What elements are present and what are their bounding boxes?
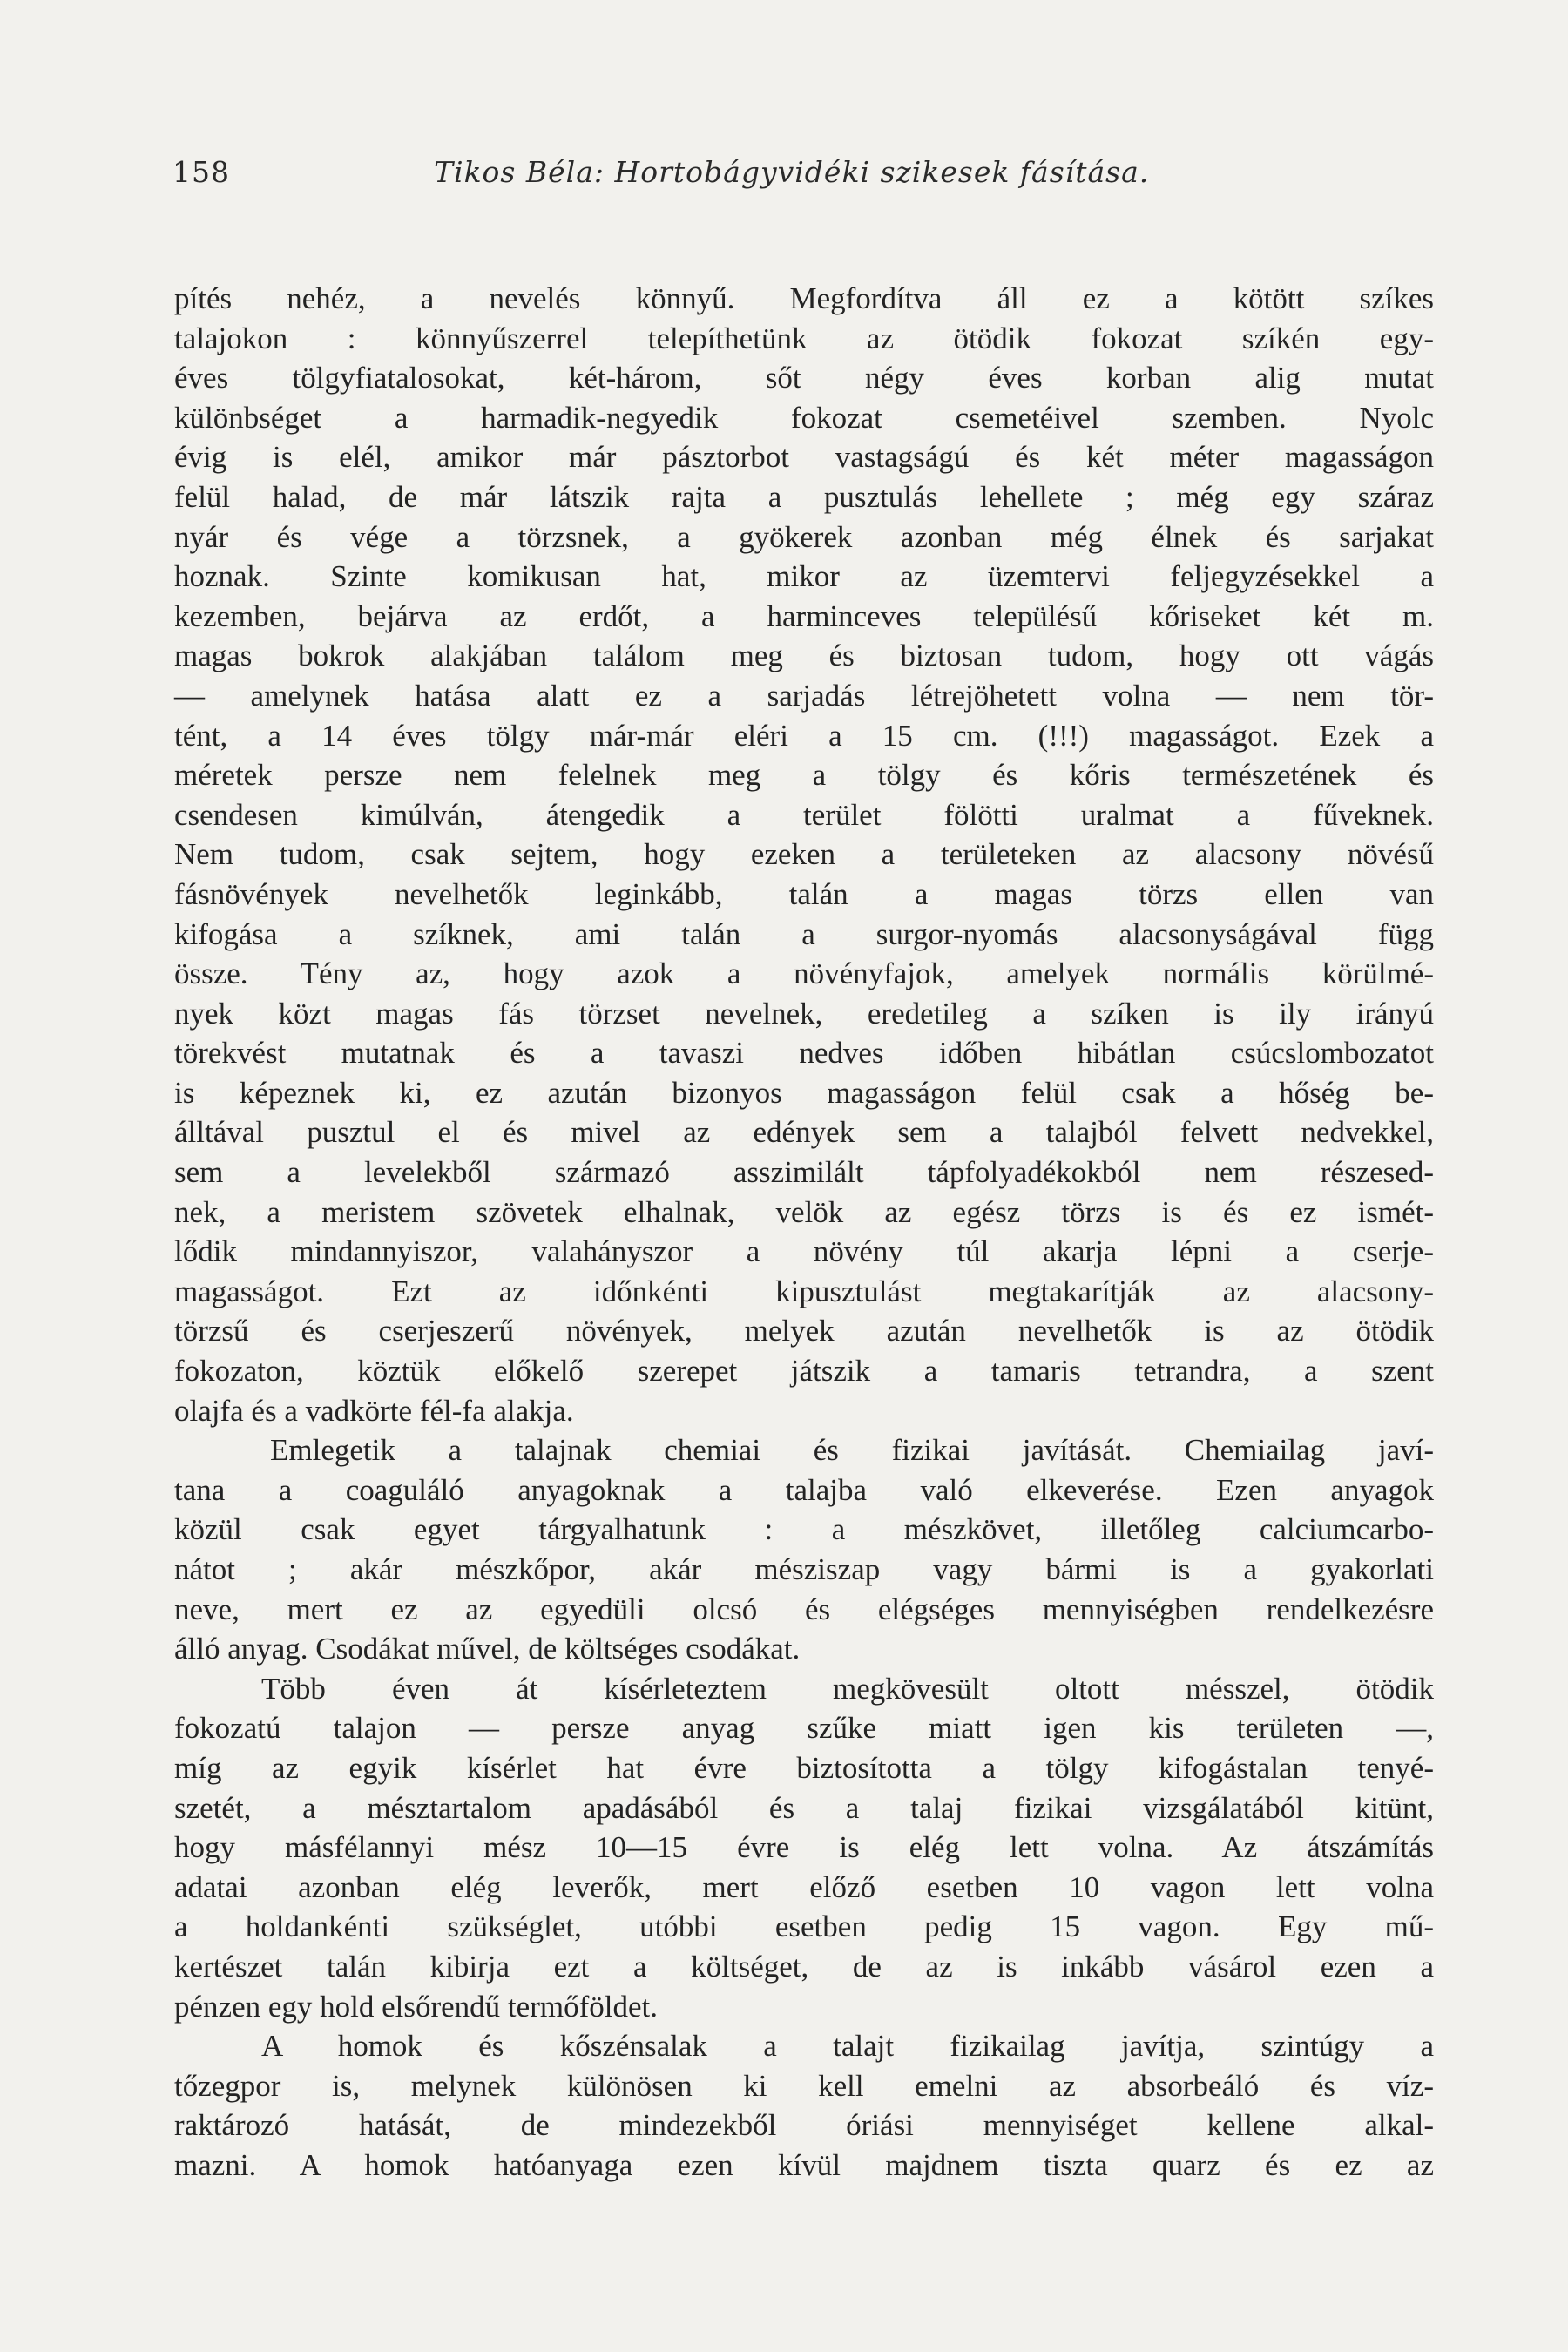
page-number: 158 <box>172 155 230 189</box>
text-line: magas bokrok alakjában találom meg és biztosan tudom, hogy ott vágás <box>174 639 1434 673</box>
text-line: nátot ; akár mészkőpor, akár mésziszap vagy bármi is a gyakorlati <box>174 1552 1434 1586</box>
text-line: Nem tudom, csak sejtem, hogy ezeken a területeken az alacsony növésű <box>174 837 1434 872</box>
running-head <box>172 155 1432 199</box>
text-line: nek, a meristem szövetek elhalnak, velök az egész törzs is és ez ismét- <box>174 1194 1434 1229</box>
text-line: méretek persze nem felelnek meg a tölgy és kőris természetének és <box>174 758 1434 793</box>
text-line: Emlegetik a talajnak chemiai és fizikai javítását. Chemiailag javí- <box>270 1433 1434 1468</box>
text-line: talajokon : könnyűszerrel telepíthetünk az ötödik fokozat szíkén egy- <box>174 321 1434 355</box>
text-line: felül halad, de már látszik rajta a pusztulás lehellete ; még egy száraz <box>174 479 1434 514</box>
text-line: különbséget a harmadik-negyedik fokozat csemetéivel szemben. Nyolc <box>174 400 1434 435</box>
text-line: adatai azonban elég leverők, mert előző esetben 10 vagon lett volna <box>174 1869 1434 1904</box>
text-line: olajfa és a vadkörte fél-fa alakja. <box>174 1393 574 1428</box>
text-line: nyár és vége a törzsnek, a gyökerek azonban még élnek és sarjakat <box>174 519 1434 554</box>
text-line: törekvést mutatnak és a tavaszi nedves időben hibátlan csúcslombozatot <box>174 1036 1434 1071</box>
text-line: hogy másfélannyi mész 10—15 évre is elég lett volna. Az átszámítás <box>174 1830 1434 1865</box>
text-line: össze. Tény az, hogy azok a növényfajok, amelyek normális körülmé- <box>174 956 1434 991</box>
text-line: törzsű és cserjeszerű növények, melyek azután nevelhetők is az ötödik <box>174 1314 1434 1348</box>
text-line: A homok és kőszénsalak a talajt fizikailag javítja, szintúgy a <box>261 2029 1434 2064</box>
text-line: tént, a 14 éves tölgy már-már eléri a 15 cm. (!!!) magasságot. Ezek a <box>174 718 1434 753</box>
text-line: raktározó hatását, de mindezekből óriási mennyiséget kellene alkal- <box>174 2108 1434 2143</box>
text-line: kifogása a szíknek, ami talán a surgor-nyomás alacsonyságával függ <box>174 916 1434 951</box>
text-line: álltával pusztul el és mivel az edények sem a talajból felvett nedvekkel, <box>174 1115 1434 1150</box>
text-line: sem a levelekből származó asszimilált tápfolyadékokból nem részesed- <box>174 1155 1434 1190</box>
text-line: hoznak. Szinte komikusan hat, mikor az üzemtervi feljegyzésekkel a <box>174 559 1434 594</box>
text-line: míg az egyik kísérlet hat évre biztosította a tölgy kifogástalan tenyé- <box>174 1750 1434 1785</box>
text-line: neve, mert ez az egyedüli olcsó és elégséges mennyiségben rendelkezésre <box>174 1592 1434 1626</box>
text-line: fokozatú talajon — persze anyag szűke miatt igen kis területen —, <box>174 1711 1434 1746</box>
text-line: magasságot. Ezt az időnkénti kipusztulást megtakarítják az alacsony- <box>174 1274 1434 1308</box>
text-line: pénzen egy hold elsőrendű termőföldet. <box>174 1989 658 2024</box>
text-line: is képeznek ki, ez azután bizonyos magasságon felül csak a hőség be- <box>174 1075 1434 1110</box>
text-line: tana a coaguláló anyagoknak a talajba való elkeverése. Ezen anyagok <box>174 1472 1434 1507</box>
text-line: Több éven át kísérleteztem megkövesült oltott mésszel, ötödik <box>261 1671 1434 1706</box>
text-line: évig is elél, amikor már pásztorbot vastagságú és két méter magasságon <box>174 440 1434 475</box>
text-line: álló anyag. Csodákat művel, de költséges csodákat. <box>174 1632 801 1666</box>
text-line: tőzegpor is, melynek különösen ki kell emelni az absorbeáló és víz- <box>174 2068 1434 2103</box>
text-line: mazni. A homok hatóanyaga ezen kívül majdnem tiszta quarz és ez az <box>174 2147 1434 2182</box>
text-line: csendesen kimúlván, átengedik a terület fölötti uralmat a fűveknek. <box>174 797 1434 832</box>
text-line: nyek közt magas fás törzset nevelnek, eredetileg a szíken is ily irányú <box>174 996 1434 1031</box>
text-line: éves tölgyfiatalosokat, két-három, sőt négy éves korban alig mutat <box>174 361 1434 395</box>
text-line: fokozaton, köztük előkelő szerepet játszik a tamaris tetrandra, a szent <box>174 1354 1434 1389</box>
body-text <box>174 279 1434 2186</box>
text-line: kertészet talán kibirja ezt a költséget, de az is inkább vásárol ezen a <box>174 1949 1434 1984</box>
text-line: szetét, a mésztartalom apadásából és a talaj fizikai vizsgálatából kitünt, <box>174 1790 1434 1825</box>
text-line: lődik mindannyiszor, valahányszor a növény túl akarja lépni a cserje- <box>174 1234 1434 1269</box>
running-title: Tikos Béla: Hortobágyvidéki szikesek fásítása. <box>434 155 1150 189</box>
text-line: fásnövények nevelhetők leginkább, talán a magas törzs ellen van <box>174 876 1434 911</box>
text-line: pítés nehéz, a nevelés könnyű. Megfordítva áll ez a kötött szíkes <box>174 281 1434 315</box>
text-line: a holdankénti szükséglet, utóbbi esetben pedig 15 vagon. Egy mű- <box>174 1909 1434 1944</box>
text-line: közül csak egyet tárgyalhatunk : a mészkövet, illetőleg calciumcarbo- <box>174 1512 1434 1547</box>
text-line: — amelynek hatása alatt ez a sarjadás létrejöhetett volna — nem tör- <box>174 678 1434 713</box>
text-line: kezemben, bejárva az erdőt, a harminceves településű kőriseket két m. <box>174 598 1434 633</box>
